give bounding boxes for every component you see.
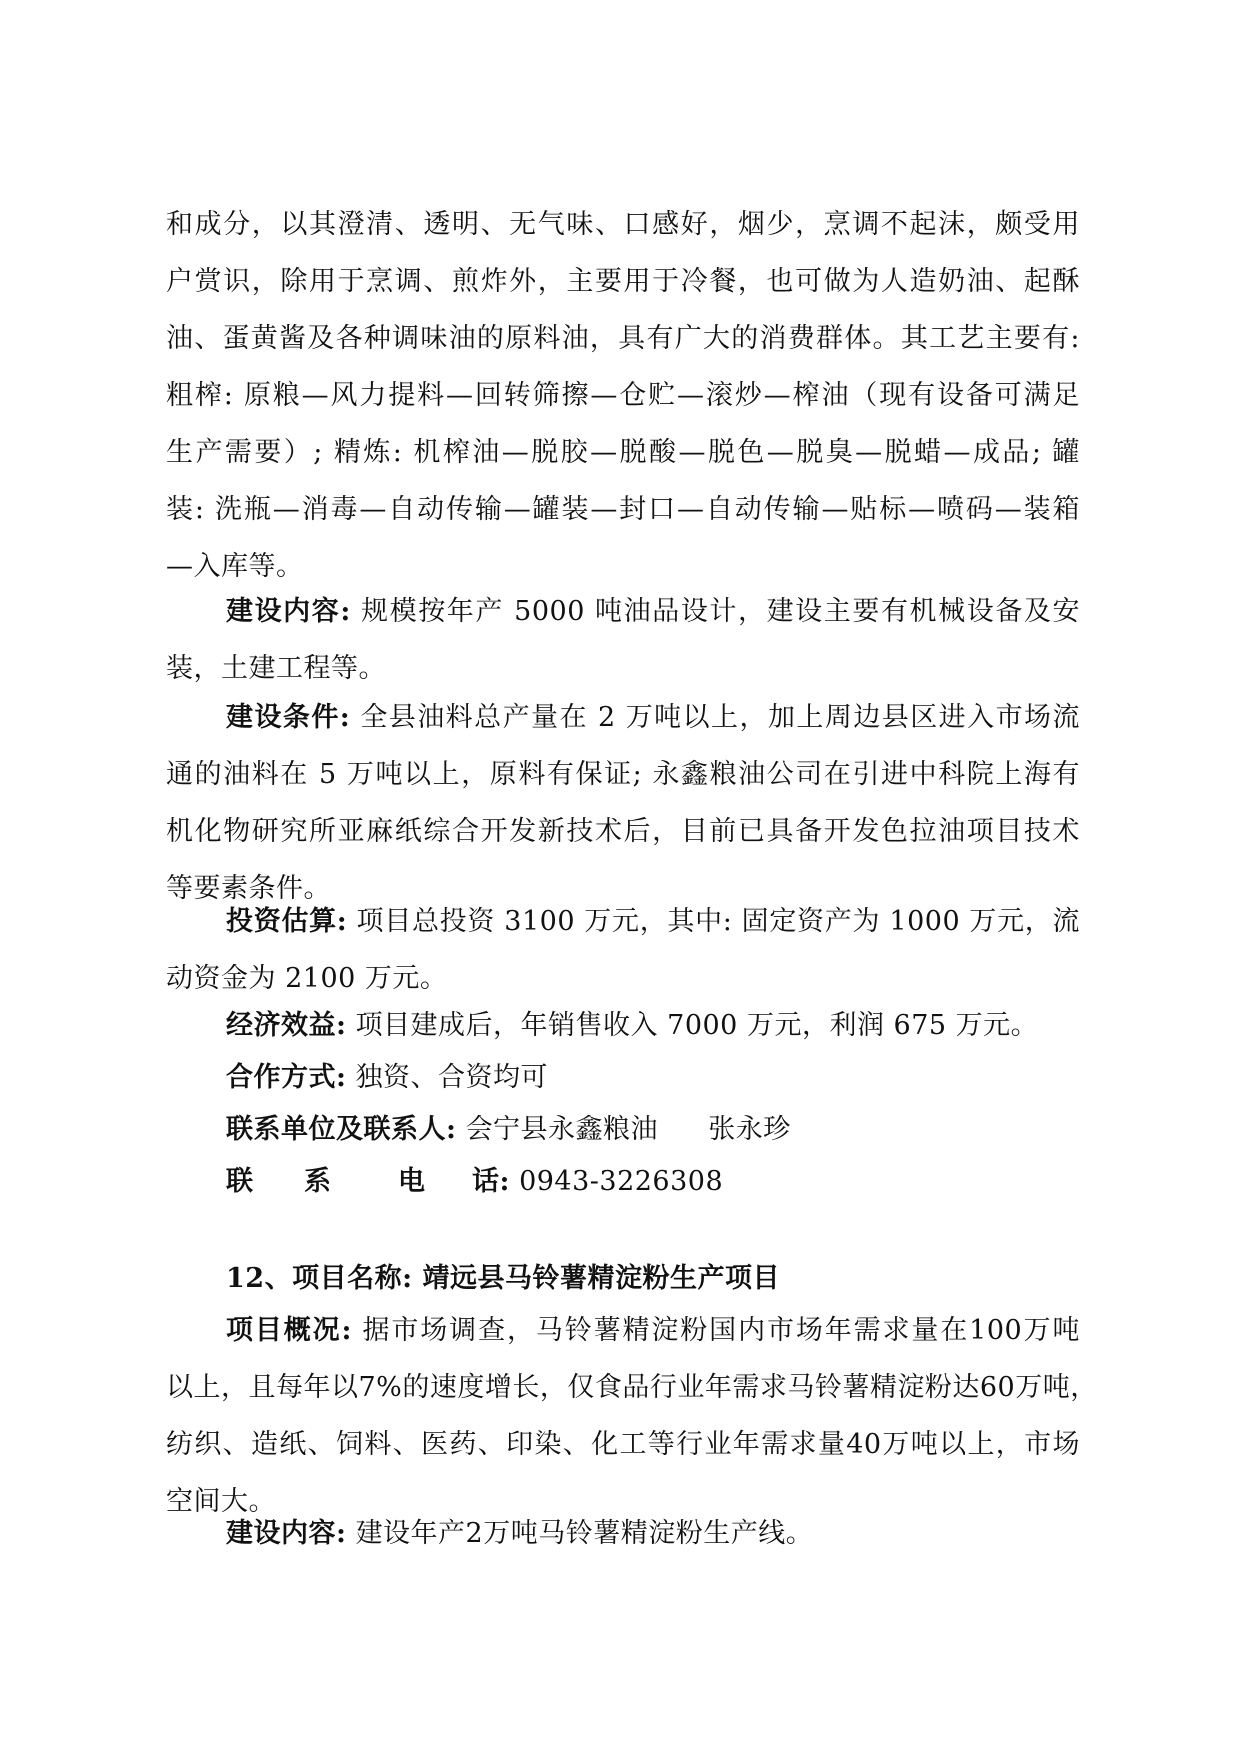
p11-cooperation-label: 合作方式:	[226, 1062, 347, 1093]
p12-title: 12、项目名称: 靖远县马铃薯精淀粉生产项目	[226, 1263, 780, 1294]
p11-phone	[166, 1153, 1080, 1210]
p12-title-block	[166, 1250, 1080, 1307]
p12-overview-text: 空间大。	[166, 1486, 276, 1517]
p11-benefits-text: 项目建成后，年销售收入 7000 万元，利润 675 万元。	[355, 1010, 1039, 1041]
p11-investment-text: 项目总投资 3100 万元，其中: 固定资产为 1000 万元，流	[356, 906, 1080, 937]
p12-construction-content	[166, 1505, 1080, 1562]
p12-overview	[166, 1302, 1098, 1530]
intro-line: 和成分，以其澄清、透明、无气味、口感好，烟少，烹调不起沫，颇受用	[166, 209, 1080, 240]
p12-overview-text: 纺织、造纸、饲料、医药、印染、化工等行业年需求量40万吨以上，市场	[166, 1429, 1080, 1460]
p11-construction-content-text: 规模按年产 5000 吨油品设计，建设主要有机械设备及安	[361, 596, 1081, 627]
p11-construction-conditions-text: 全县油料总产量在 2 万吨以上，加上周边县区进入市场流	[360, 702, 1080, 733]
p12-construction-content-label: 建设内容:	[226, 1518, 347, 1549]
p11-phone-label: 联 系 电 话:	[226, 1166, 510, 1197]
p12-overview-text: 以上，且每年以7%的速度增长，仅食品行业年需求马铃薯精淀粉达60万吨，	[166, 1372, 1098, 1403]
p11-construction-conditions-text: 机化物研究所亚麻纸综合开发新技术后，目前已具备开发色拉油项目技术	[166, 816, 1080, 847]
p11-contact	[166, 1101, 1080, 1158]
intro-line: 油、蛋黄酱及各种调味油的原料油，具有广大的消费群体。其工艺主要有:	[166, 323, 1080, 354]
p11-phone-value: 0943-3226308	[519, 1166, 724, 1197]
intro-line: —入库等。	[166, 551, 304, 582]
p11-cooperation	[166, 1049, 1080, 1106]
p11-construction-content	[166, 583, 1080, 697]
p12-overview-label: 项目概况:	[226, 1315, 353, 1346]
p11-construction-conditions-text: 通的油料在 5 万吨以上，原料有保证; 永鑫粮油公司在引进中科院上海有	[166, 759, 1080, 790]
p12-overview-text: 据市场调查，马铃薯精淀粉国内市场年需求量在100万吨	[362, 1315, 1080, 1346]
p11-contact-person: 张永珍	[708, 1114, 791, 1145]
intro-line: 装: 洗瓶—消毒—自动传输—罐装—封口—自动传输—贴标—喷码—装箱	[166, 494, 1080, 525]
p11-investment-text: 动资金为 2100 万元。	[166, 963, 448, 994]
p12-construction-content-text: 建设年产2万吨马铃薯精淀粉生产线。	[355, 1518, 814, 1549]
intro-line: 户赏识，除用于烹调、煎炸外，主要用于冷餐，也可做为人造奶油、起酥	[166, 266, 1080, 297]
p11-construction-conditions	[166, 689, 1080, 917]
p11-contact-unit: 会宁县永鑫粮油	[465, 1114, 659, 1145]
p11-construction-content-text: 装，土建工程等。	[166, 653, 386, 684]
p11-investment	[166, 893, 1080, 1007]
intro-line: 粗榨: 原粮—风力提料—回转筛擦—仓贮—滚炒—榨油（现有设备可满足	[166, 380, 1080, 411]
intro-paragraph	[166, 196, 1080, 595]
p11-contact-label: 联系单位及联系人:	[226, 1114, 457, 1145]
p11-construction-content-label: 建设内容:	[226, 596, 351, 627]
p11-cooperation-text: 独资、合资均可	[355, 1062, 549, 1093]
intro-line: 生产需要）; 精炼: 机榨油—脱胶—脱酸—脱色—脱臭—脱蜡—成品; 罐	[166, 437, 1080, 468]
p11-construction-conditions-text: 等要素条件。	[166, 873, 331, 904]
p11-benefits-label: 经济效益:	[226, 1010, 347, 1041]
p11-benefits	[166, 997, 1080, 1054]
p11-construction-conditions-label: 建设条件:	[226, 702, 351, 733]
p11-investment-label: 投资估算:	[226, 906, 348, 937]
